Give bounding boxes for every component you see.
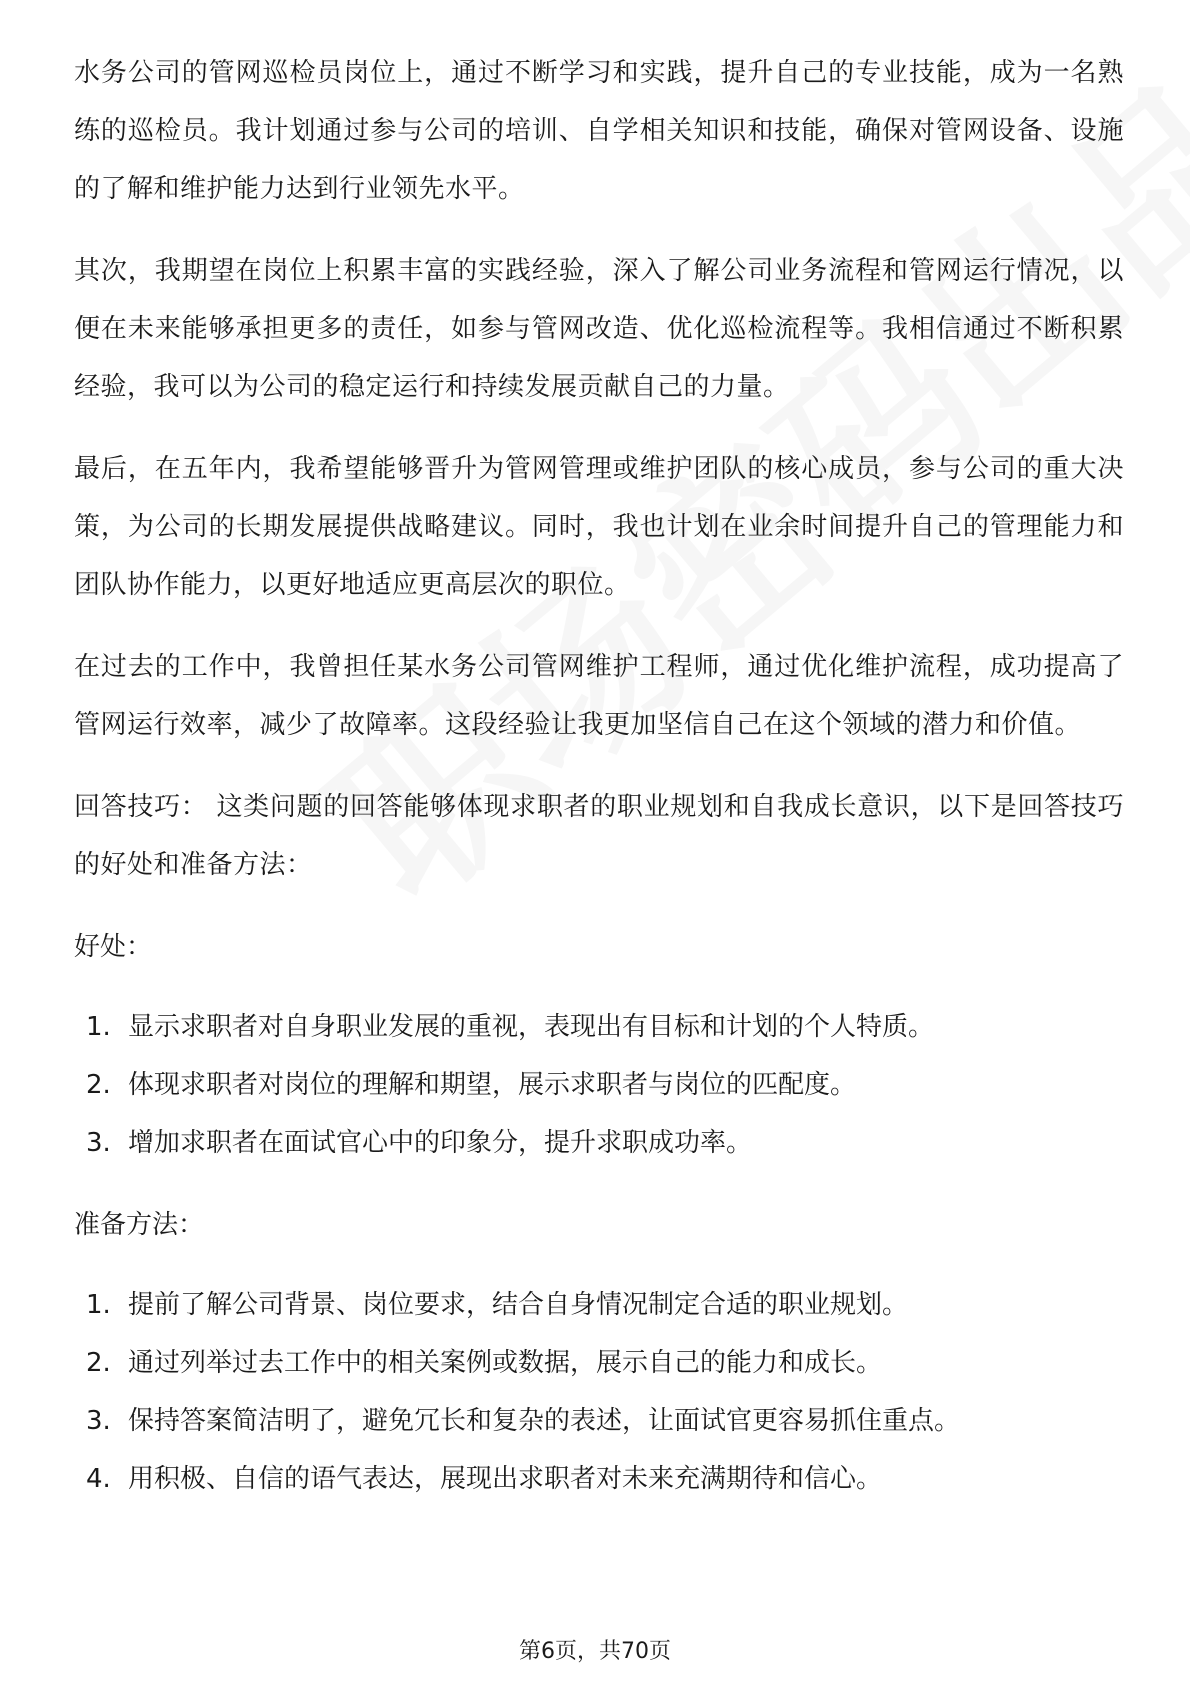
list-text: 显示求职者对自身职业发展的重视，表现出有目标和计划的个人特质。 — [128, 1012, 935, 1042]
list-number: 3. — [86, 1406, 111, 1436]
benefits-list — [74, 998, 1124, 1172]
list-text: 用积极、自信的语气表达，展现出求职者对未来充满期待和信心。 — [128, 1464, 883, 1494]
document-body — [74, 44, 1124, 1532]
paragraph-3: 最后，在五年内，我希望能够晋升为管网管理或维护团队的核心成员，参与公司的重大决策，为公司的长期发展提供战略建议。同时，我也计划在业余时间提升自己的管理能力和团队协作能力，以更好地适应更高层次的职位。 — [74, 454, 1124, 600]
list-text: 体现求职者对岗位的理解和期望，展示求职者与岗位的匹配度。 — [128, 1070, 857, 1100]
preparation-heading: 准备方法： — [74, 1210, 205, 1240]
list-text: 增加求职者在面试官心中的印象分，提升求职成功率。 — [128, 1128, 753, 1158]
list-number: 4. — [86, 1464, 111, 1494]
list-item — [74, 1392, 1124, 1450]
paragraph-answer-tips: 回答技巧： 这类问题的回答能够体现求职者的职业规划和自我成长意识，以下是回答技巧的好处和准备方法： — [74, 792, 1124, 880]
list-number: 1. — [86, 1012, 111, 1042]
preparation-list — [74, 1276, 1124, 1508]
list-item — [74, 1334, 1124, 1392]
list-item — [74, 1450, 1124, 1508]
paragraph-1: 水务公司的管网巡检员岗位上，通过不断学习和实践，提升自己的专业技能，成为一名熟练的巡检员。我计划通过参与公司的培训、自学相关知识和技能，确保对管网设备、设施的了解和维护能力达到行业领先水平。 — [74, 58, 1124, 204]
benefits-heading: 好处： — [74, 932, 153, 962]
list-text: 保持答案简洁明了，避免冗长和复杂的表述，让面试官更容易抓住重点。 — [128, 1406, 961, 1436]
list-item — [74, 1056, 1124, 1114]
list-item — [74, 1114, 1124, 1172]
paragraph-2: 其次，我期望在岗位上积累丰富的实践经验，深入了解公司业务流程和管网运行情况，以便在未来能够承担更多的责任，如参与管网改造、优化巡检流程等。我相信通过不断积累经验，我可以为公司的稳定运行和持续发展贡献自己的力量。 — [74, 256, 1124, 402]
list-text: 通过列举过去工作中的相关案例或数据，展示自己的能力和成长。 — [128, 1348, 883, 1378]
list-number: 3. — [86, 1128, 111, 1158]
list-text: 提前了解公司背景、岗位要求，结合自身情况制定合适的职业规划。 — [128, 1290, 909, 1320]
list-item — [74, 998, 1124, 1056]
paragraph-4: 在过去的工作中，我曾担任某水务公司管网维护工程师，通过优化维护流程，成功提高了管网运行效率，减少了故障率。这段经验让我更加坚信自己在这个领域的潜力和价值。 — [74, 652, 1124, 740]
list-number: 1. — [86, 1290, 111, 1320]
list-number: 2. — [86, 1348, 111, 1378]
page-number: 第6页，共70页 — [519, 1639, 671, 1664]
list-number: 2. — [86, 1070, 111, 1100]
list-item — [74, 1276, 1124, 1334]
